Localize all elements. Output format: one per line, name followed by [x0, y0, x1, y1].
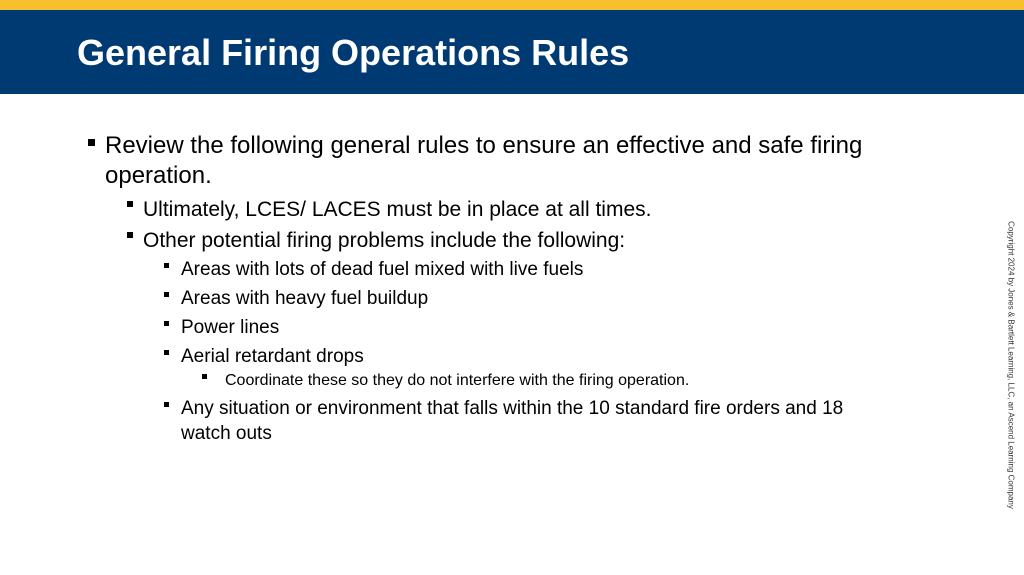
copyright-notice: Copyright 2024 by Jones & Bartlett Learning, LLC, an Ascend Learning Company: [1006, 221, 1016, 509]
bullet-marker-icon: [127, 232, 133, 238]
bullet-marker-icon: [202, 374, 207, 379]
bullet-level2-problems: Other potential firing problems include the following:: [143, 229, 626, 252]
bullet-level3-situation-line1: Any situation or environment that falls within the 10 standard fire orders and 18: [181, 398, 844, 419]
bullet-marker-icon: [164, 402, 169, 407]
bullet-level3-situation-line2: watch outs: [181, 423, 272, 444]
bullet-marker-icon: [164, 292, 169, 297]
bullet-level3-fuel-buildup: Areas with heavy fuel buildup: [181, 288, 429, 309]
accent-bar: [0, 0, 1024, 10]
bullet-marker-icon: [127, 201, 133, 207]
slide-title: General Firing Operations Rules: [77, 32, 630, 73]
bullet-level2-lces: Ultimately, LCES/ LACES must be in place at all times.: [143, 198, 652, 221]
bullet-level1-line2: operation.: [105, 162, 212, 189]
bullet-marker-icon: [164, 263, 169, 268]
bullet-marker-icon: [88, 139, 95, 146]
bullet-level3-power-lines: Power lines: [181, 317, 280, 338]
bullet-level4-coordinate: Coordinate these so they do not interfere with the firing operation.: [225, 372, 690, 389]
bullet-marker-icon: [164, 350, 169, 355]
title-banner: [0, 10, 1024, 94]
bullet-level3-dead-fuel: Areas with lots of dead fuel mixed with live fuels: [181, 259, 584, 280]
bullet-marker-icon: [164, 321, 169, 326]
bullet-level3-retardant: Aerial retardant drops: [181, 346, 364, 367]
bullet-level1-line1: Review the following general rules to ensure an effective and safe firing: [105, 132, 863, 159]
